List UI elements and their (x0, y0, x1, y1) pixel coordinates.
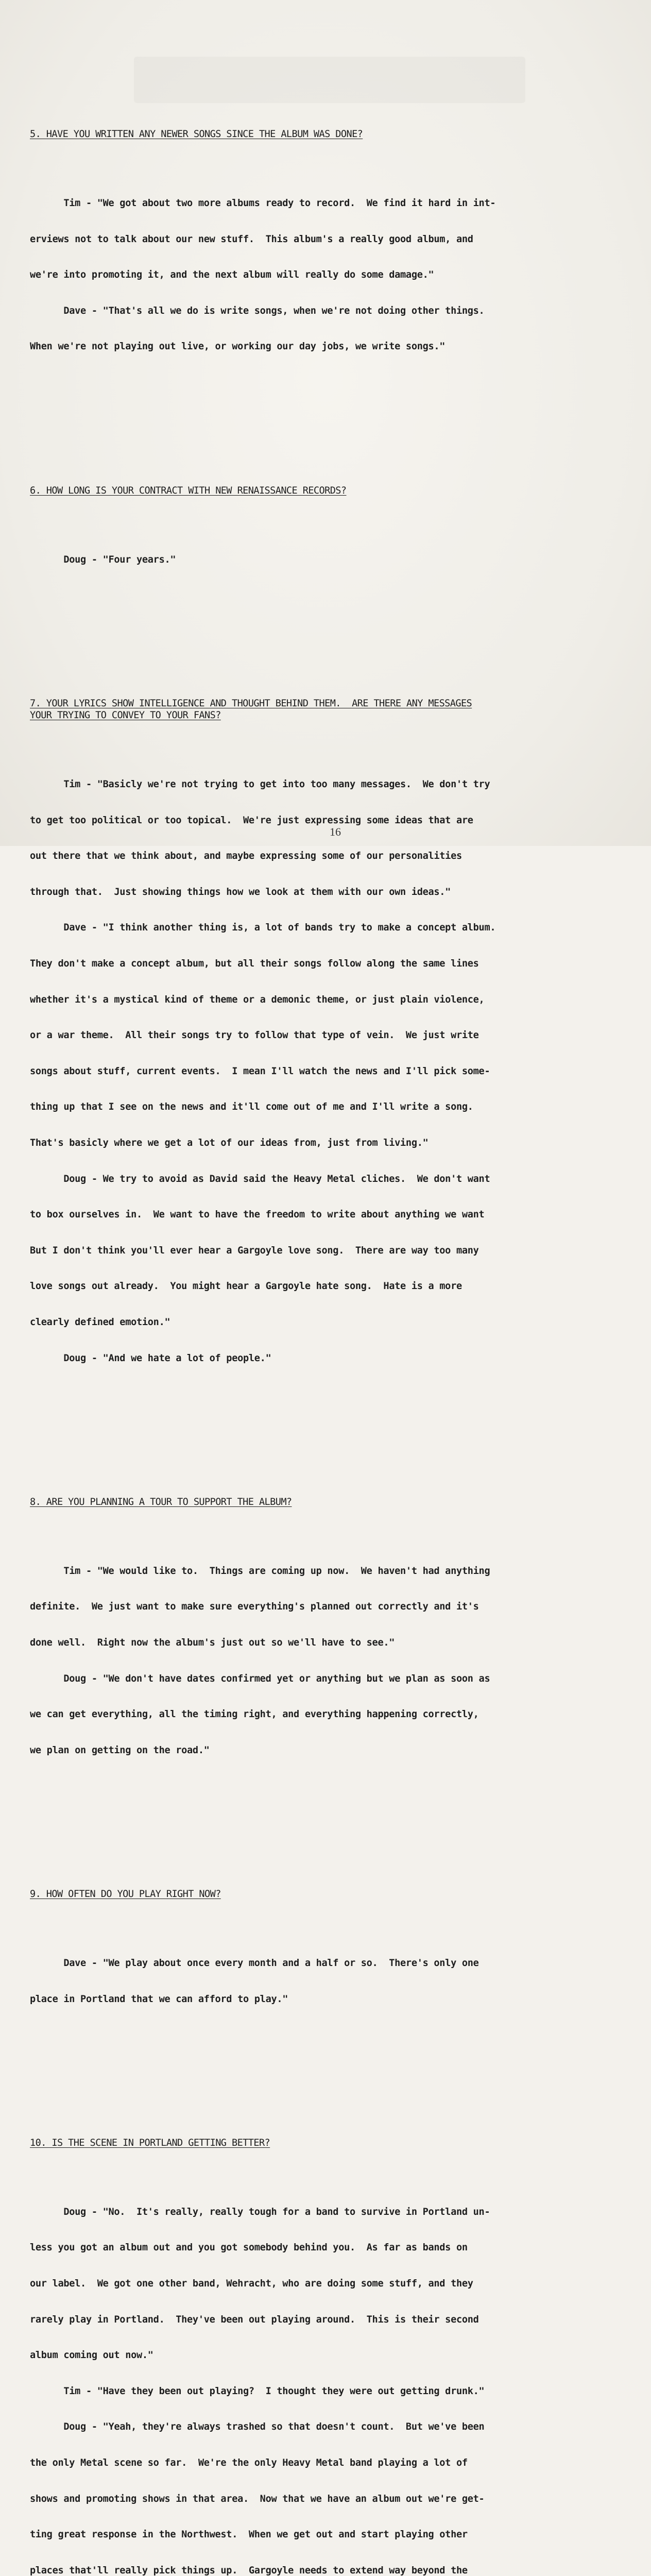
answer-line: done well. Right now the album's just out so we'll have to see." (30, 1637, 395, 1648)
answer-line: Dave - "That's all we do is write songs, when we're not doing other things. (30, 305, 485, 316)
answer-line: to get too political or too topical. We're just expressing some ideas that are (30, 815, 473, 826)
section-q5 (30, 105, 606, 377)
answer-line: Doug - We try to avoid as David said the Heavy Metal cliches. We don't want (30, 1173, 490, 1184)
answer-line: or a war theme. All their songs try to follow that type of vein. We just write (30, 1030, 479, 1041)
question-heading: 5. HAVE YOU WRITTEN ANY NEWER SONGS SINCE THE ALBUM WAS DONE? (30, 129, 363, 140)
answer-line: Doug - "Four years." (30, 554, 176, 565)
answer-line: Doug - "And we hate a lot of people." (30, 1352, 271, 1364)
answer-line: Doug - "No. It's really, really tough for a band to survive in Portland un- (30, 2206, 490, 2217)
section-q10 (30, 2113, 606, 2576)
answer-line: we plan on getting on the road." (30, 1744, 210, 1756)
answer-line: definite. We just want to make sure everything's planned out correctly and it's (30, 1601, 479, 1613)
answer-line: whether it's a mystical kind of theme or a demonic theme, or just plain violence, (30, 994, 485, 1005)
question-heading: 10. IS THE SCENE IN PORTLAND GETTING BETTER? (30, 2137, 270, 2148)
answer-line: But I don't think you'll ever hear a Gargoyle love song. There are way too many (30, 1245, 479, 1256)
answer-line: our label. We got one other band, Wehracht, who are doing some stuff, and they (30, 2278, 473, 2289)
answer-line: love songs out already. You might hear a Gargoyle hate song. Hate is a more (30, 1281, 462, 1292)
answer-line: When we're not playing out live, or working our day jobs, we write songs." (30, 341, 446, 352)
answer-line: to box ourselves in. We want to have the freedom to write about anything we want (30, 1209, 485, 1221)
answer-line: the only Metal scene so far. We're the only Heavy Metal band playing a lot of (30, 2457, 468, 2468)
answer-line: clearly defined emotion." (30, 1316, 170, 1328)
answer-line: thing up that I see on the news and it'll come out of me and I'll write a song. (30, 1101, 473, 1113)
answer-line: place in Portland that we can afford to play." (30, 1993, 288, 2005)
answer-line: songs about stuff, current events. I mean I'll watch the news and I'll pick some- (30, 1065, 490, 1077)
answer-line: rarely play in Portland. They've been out playing around. This is their second (30, 2314, 479, 2325)
question-heading: 7. YOUR LYRICS SHOW INTELLIGENCE AND THOUGHT BEHIND THEM. ARE THERE ANY MESSAGES YOUR TRYING TO CONVEY TO YOUR FANS? (30, 698, 472, 721)
answer-line: Tim - "We got about two more albums ready to record. We find it hard in int- (30, 198, 496, 209)
page-number: 16 (330, 825, 341, 838)
answer-line: less you got an album out and you got somebody behind you. As far as bands on (30, 2242, 468, 2253)
answer-line: They don't make a concept album, but all their songs follow along the same lines (30, 958, 479, 970)
answer-line: That's basicly where we get a lot of our ideas from, just from living." (30, 1137, 429, 1148)
answer-line: Doug - "We don't have dates confirmed yet or anything but we plan as soon as (30, 1673, 490, 1684)
section-q6 (30, 461, 606, 589)
interview-text (30, 69, 606, 2576)
section-q9 (30, 1865, 606, 2029)
answer-line: ting great response in the Northwest. When we get out and start playing other (30, 2529, 468, 2540)
answer-line: we can get everything, all the timing right, and everything happening correctly, (30, 1709, 479, 1720)
answer-line: Dave - "I think another thing is, a lot of bands try to make a concept album. (30, 922, 496, 934)
answer-line: Dave - "We play about once every month and a half or so. There's only one (30, 1957, 479, 1969)
question-heading: 9. HOW OFTEN DO YOU PLAY RIGHT NOW? (30, 1888, 221, 1900)
answer-line: Tim - "We would like to. Things are coming up now. We haven't had anything (30, 1565, 490, 1577)
answer-line: places that'll really pick things up. Gargoyle needs to extend way beyond the (30, 2565, 468, 2576)
question-heading: 6. HOW LONG IS YOUR CONTRACT WITH NEW RENAISSANCE RECORDS? (30, 485, 347, 496)
section-q7 (30, 673, 606, 1388)
answer-line: Tim - "Have they been out playing? I thought they were out getting drunk." (30, 2385, 485, 2397)
answer-line: we're into promoting it, and the next album will really do some damage." (30, 269, 434, 281)
answer-line: Doug - "Yeah, they're always trashed so that doesn't count. But we've been (30, 2421, 485, 2433)
answer-line: shows and promoting shows in that area. Now that we have an album out we're get- (30, 2493, 485, 2504)
answer-line: album coming out now." (30, 2350, 153, 2361)
question-heading: 8. ARE YOU PLANNING A TOUR TO SUPPORT THE ALBUM? (30, 1496, 292, 1507)
answer-line: out there that we think about, and maybe expressing some of our personalities (30, 851, 462, 862)
answer-line: erviews not to talk about our new stuff. This album's a really good album, and (30, 233, 473, 245)
answer-line: through that. Just showing things how we look at them with our own ideas." (30, 886, 451, 897)
section-q8 (30, 1472, 606, 1780)
answer-line: Tim - "Basicly we're not trying to get into too many messages. We don't try (30, 779, 490, 790)
